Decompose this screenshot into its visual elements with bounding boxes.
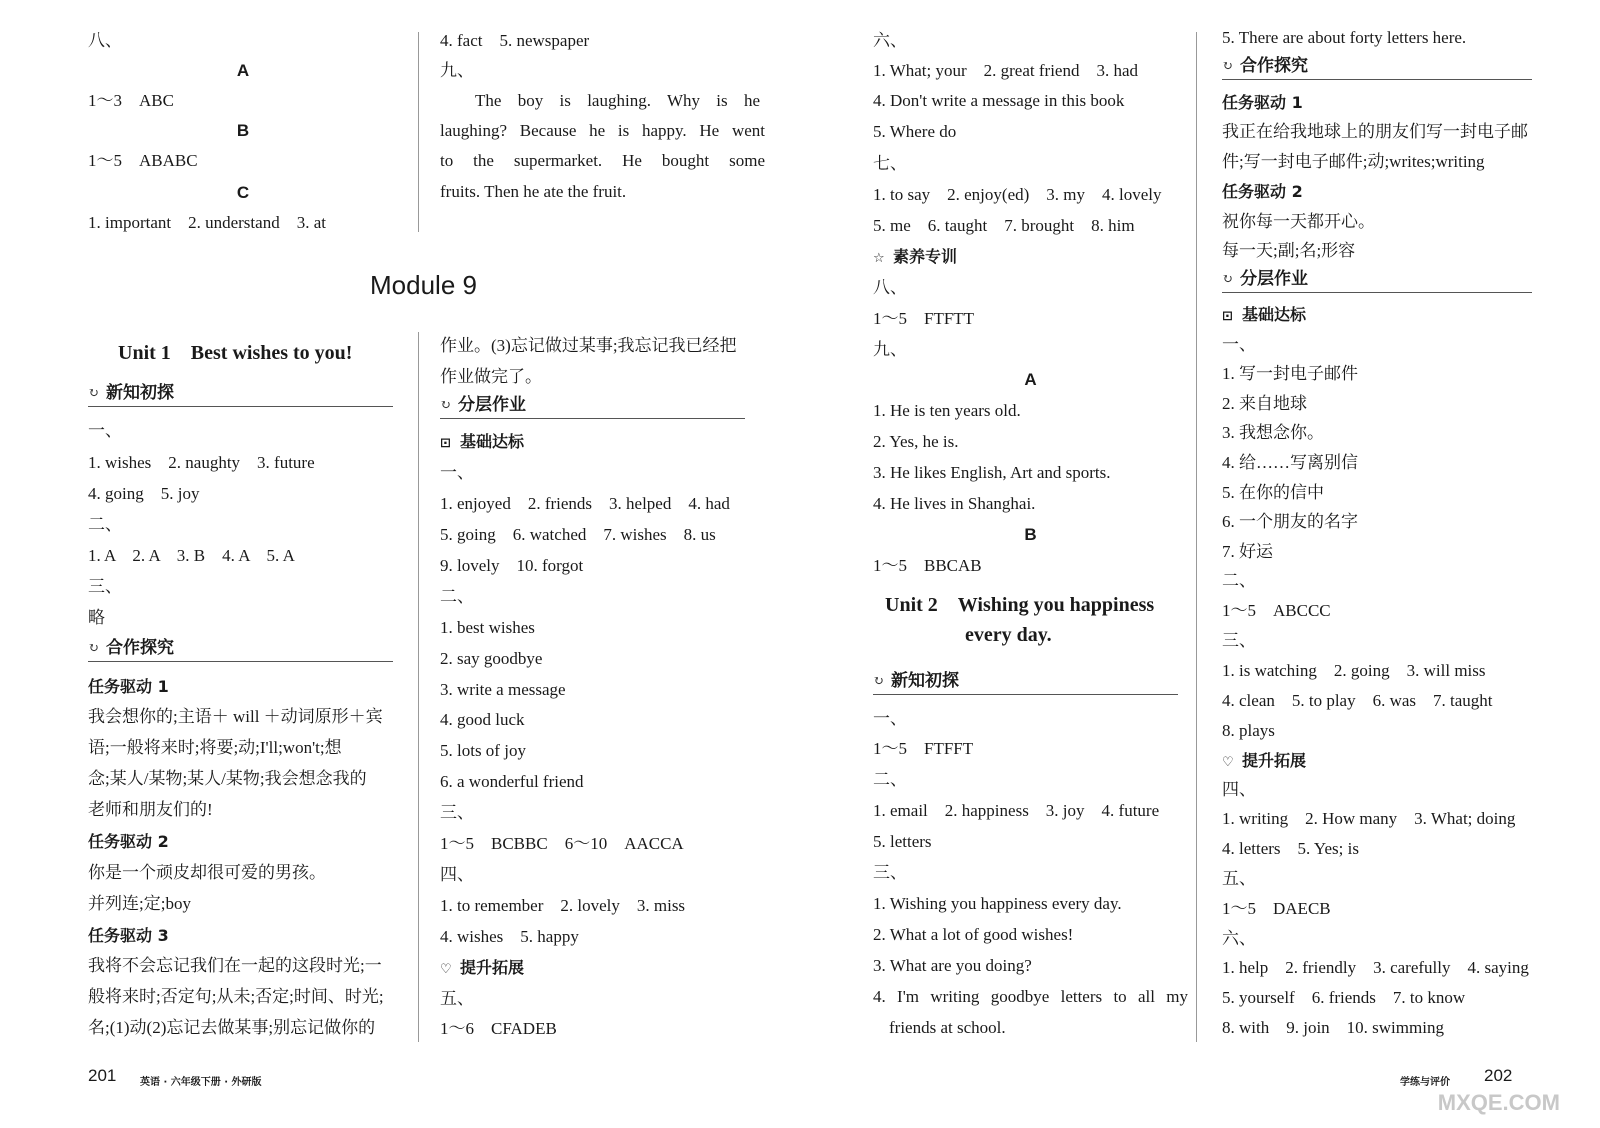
task-heading: 任务驱动 3 — [88, 926, 169, 945]
section-letter: A — [236, 61, 250, 80]
text-line: 你是一个顽皮却很可爱的男孩。 — [88, 863, 326, 882]
text-line: 7. 好运 — [1222, 542, 1273, 561]
section-letter: C — [236, 183, 250, 202]
bookmark-icon: ↻ — [88, 640, 99, 655]
text-line: 并列连;定;boy — [88, 894, 191, 913]
text-line: laughing? Because he is happy. He went — [440, 121, 765, 140]
column-divider-right — [1196, 32, 1197, 1042]
bookmark-icon: ↻ — [88, 385, 99, 400]
text-line: 三、 — [1222, 631, 1256, 650]
subsection-header: ♡ 提升拓展 — [1222, 750, 1306, 772]
text-line: 六、 — [873, 31, 907, 50]
text-line: 1. What; your 2. great friend 3. had — [873, 61, 1139, 80]
section-letter: B — [1024, 525, 1037, 544]
text-line: 4. I'm writing goodbye letters to all my — [873, 987, 1188, 1006]
text-line: 9. lovely 10. forgot — [440, 556, 584, 575]
text-line: 4. He lives in Shanghai. — [873, 494, 1036, 513]
task-heading: 任务驱动 1 — [1222, 93, 1303, 112]
unit-title-cont: every day. — [965, 624, 1052, 646]
text-line: 4. going 5. joy — [88, 484, 200, 503]
text-line: 3. 我想念你。 — [1222, 423, 1324, 442]
text-line: 二、 — [440, 587, 474, 606]
text-line: 1. to remember 2. lovely 3. miss — [440, 896, 686, 915]
text-line: 4. letters 5. Yes; is — [1222, 839, 1359, 858]
text-line: 我会想你的;主语＋ will ＋动词原形＋宾 — [88, 707, 383, 726]
text-line: 5. 在你的信中 — [1222, 483, 1324, 502]
section-header: ↻ 分层作业 — [1222, 268, 1532, 293]
text-line: 4. wishes 5. happy — [440, 927, 579, 946]
text-line: 三、 — [88, 577, 122, 596]
text-line: 1. to say 2. enjoy(ed) 3. my 4. lovely — [873, 185, 1162, 204]
text-line: 1～3 ABC — [88, 91, 174, 110]
bookmark-icon: ↻ — [873, 673, 884, 688]
text-line: 1～5 ABABC — [88, 151, 198, 170]
text-line: 4. good luck — [440, 710, 525, 729]
text-line: 二、 — [88, 515, 122, 534]
text-line: 1. He is ten years old. — [873, 401, 1021, 420]
text-line: 八、 — [873, 278, 907, 297]
text-line: 一、 — [873, 709, 907, 728]
text-line: 四、 — [440, 865, 474, 884]
page-number-left: 201 — [88, 1066, 117, 1085]
page-footer-right: 学练与评价 — [1400, 1077, 1450, 1088]
lightbulb-icon: ♡ — [440, 962, 452, 977]
bookmark-icon: ↻ — [440, 397, 451, 412]
star-icon: ☆ — [873, 251, 885, 266]
section-header: ↻ 新知初探 — [873, 670, 1178, 695]
text-line: 3. What are you doing? — [873, 956, 1032, 975]
text-line: 三、 — [873, 863, 907, 882]
text-line: 念;某人/某物;某人/某物;我会想念我的 — [88, 769, 367, 788]
text-line: 般将来时;否定句;从未;否定;时间、时光; — [88, 987, 384, 1006]
task-heading: 任务驱动 2 — [88, 832, 169, 851]
text-line: 1～5 DAECB — [1222, 899, 1331, 918]
text-line: 一、 — [440, 463, 474, 482]
text-line: 1. best wishes — [440, 618, 535, 637]
text-line: to the supermarket. He bought some — [440, 151, 765, 170]
text-line: 1. email 2. happiness 3. joy 4. future — [873, 801, 1160, 820]
section-header: ↻ 合作探究 — [88, 637, 393, 662]
text-line: fruits. Then he ate the fruit. — [440, 182, 627, 201]
text-line: 名;(1)动(2)忘记去做某事;别忘记做你的 — [88, 1018, 376, 1037]
text-line: 2. say goodbye — [440, 649, 543, 668]
text-line: 2. 来自地球 — [1222, 394, 1307, 413]
text-line: 3. He likes English, Art and sports. — [873, 463, 1111, 482]
unit-title: Unit 2 Wishing you happiness — [885, 594, 1155, 616]
text-line: 祝你每一天都开心。 — [1222, 212, 1375, 231]
text-line: 3. write a message — [440, 680, 566, 699]
text-line: 1～5 FTFFT — [873, 739, 974, 758]
text-line: 2. What a lot of good wishes! — [873, 925, 1074, 944]
text-line: 九、 — [873, 340, 907, 359]
text-line: 1～5 BBCAB — [873, 556, 982, 575]
text-line: 二、 — [1222, 571, 1256, 590]
section-header: ↻ 分层作业 — [440, 394, 745, 419]
text-line: 4. 给……写离别信 — [1222, 453, 1358, 472]
bookmark-icon: ↻ — [1222, 271, 1233, 286]
text-line: 5. yourself 6. friends 7. to know — [1222, 988, 1466, 1007]
text-line: 8. plays — [1222, 721, 1275, 740]
subsection-header: ⊡ 基础达标 — [440, 431, 524, 453]
text-line: 我将不会忘记我们在一起的这段时光;一 — [88, 956, 382, 975]
text-line: 老师和朋友们的! — [88, 800, 213, 819]
text-line: 七、 — [873, 154, 907, 173]
task-heading: 任务驱动 1 — [88, 677, 169, 696]
text-line: 1～5 ABCCC — [1222, 601, 1331, 620]
lock-icon: ⊡ — [1222, 309, 1233, 324]
text-line: 1～5 FTFTT — [873, 309, 975, 328]
text-line: 8. with 9. join 10. swimming — [1222, 1018, 1444, 1037]
text-line: 我正在给我地球上的朋友们写一封电子邮 — [1222, 122, 1528, 141]
text-line: 5. Where do — [873, 122, 957, 141]
text-line: 4. Don't write a message in this book — [873, 91, 1125, 110]
text-line: 5. me 6. taught 7. brought 8. him — [873, 216, 1135, 235]
text-line: 作业。(3)忘记做过某事;我忘记我已经把 — [440, 336, 737, 355]
module-title: Module 9 — [370, 270, 477, 300]
text-line: 1. writing 2. How many 3. What; doing — [1222, 809, 1516, 828]
text-line: 作业做完了。 — [440, 367, 542, 386]
text-line: 4. clean 5. to play 6. was 7. taught — [1222, 691, 1493, 710]
column-divider-bottom-left — [418, 332, 419, 1042]
subsection-header: ☆ 素养专训 — [873, 246, 957, 268]
watermark-logo: MXQE.COM — [1437, 1090, 1560, 1115]
section-header: ↻ 合作探究 — [1222, 55, 1532, 80]
text-line: 1. Wishing you happiness every day. — [873, 894, 1122, 913]
page-footer-left: 英语 · 六年级下册 · 外研版 — [140, 1077, 262, 1088]
lock-icon: ⊡ — [440, 436, 451, 451]
section-letter: B — [236, 121, 250, 140]
text-line: 6. 一个朋友的名字 — [1222, 512, 1358, 531]
text-line: 八、 — [88, 31, 122, 50]
column-divider-top-left — [418, 32, 419, 232]
text-line: 四、 — [1222, 780, 1256, 799]
text-line: 1. wishes 2. naughty 3. future — [88, 453, 315, 472]
lightbulb-icon: ♡ — [1222, 755, 1234, 770]
bookmark-icon: ↻ — [1222, 58, 1233, 73]
task-heading: 任务驱动 2 — [1222, 182, 1303, 201]
text-line: 1. 写一封电子邮件 — [1222, 364, 1358, 383]
text-line: friends at school. — [889, 1018, 1006, 1037]
text-line: 件;写一封电子邮件;动;writes;writing — [1222, 152, 1485, 171]
text-line: 九、 — [440, 61, 474, 80]
text-line: The boy is laughing. Why is he — [475, 91, 760, 110]
text-line: 略 — [88, 608, 105, 627]
text-line: 5. going 6. watched 7. wishes 8. us — [440, 525, 716, 544]
text-line: 一、 — [88, 421, 122, 440]
text-line: 4. fact 5. newspaper — [440, 31, 590, 50]
text-line: 1. A 2. A 3. B 4. A 5. A — [88, 546, 295, 565]
page-number-right: 202 — [1484, 1066, 1513, 1085]
text-line: 1. is watching 2. going 3. will miss — [1222, 661, 1486, 680]
text-line: 每一天;副;名;形容 — [1222, 241, 1356, 260]
text-line: 二、 — [873, 770, 907, 789]
text-line: 1. enjoyed 2. friends 3. helped 4. had — [440, 494, 730, 513]
text-line: 1. important 2. understand 3. at — [88, 213, 326, 232]
subsection-header: ♡ 提升拓展 — [440, 957, 524, 979]
text-line: 三、 — [440, 803, 474, 822]
text-line: 语;一般将来时;将要;动;I'll;won't;想 — [88, 738, 342, 757]
unit-title: Unit 1 Best wishes to you! — [118, 342, 353, 364]
text-line: 5. letters — [873, 832, 932, 851]
text-line: 五、 — [1222, 869, 1256, 888]
text-line: 6. a wonderful friend — [440, 772, 584, 791]
text-line: 5. lots of joy — [440, 741, 526, 760]
text-line: 2. Yes, he is. — [873, 432, 959, 451]
section-letter: A — [1024, 370, 1037, 389]
section-header: ↻ 新知初探 — [88, 382, 393, 407]
text-line: 六、 — [1222, 929, 1256, 948]
text-line: 1～5 BCBBC 6～10 AACCA — [440, 834, 684, 853]
text-line: 1. help 2. friendly 3. carefully 4. saying — [1222, 958, 1529, 977]
text-line: 1～6 CFADEB — [440, 1019, 557, 1038]
subsection-header: ⊡ 基础达标 — [1222, 304, 1306, 326]
text-line: 五、 — [440, 989, 474, 1008]
text-line: 5. There are about forty letters here. — [1222, 28, 1467, 47]
text-line: 一、 — [1222, 335, 1256, 354]
